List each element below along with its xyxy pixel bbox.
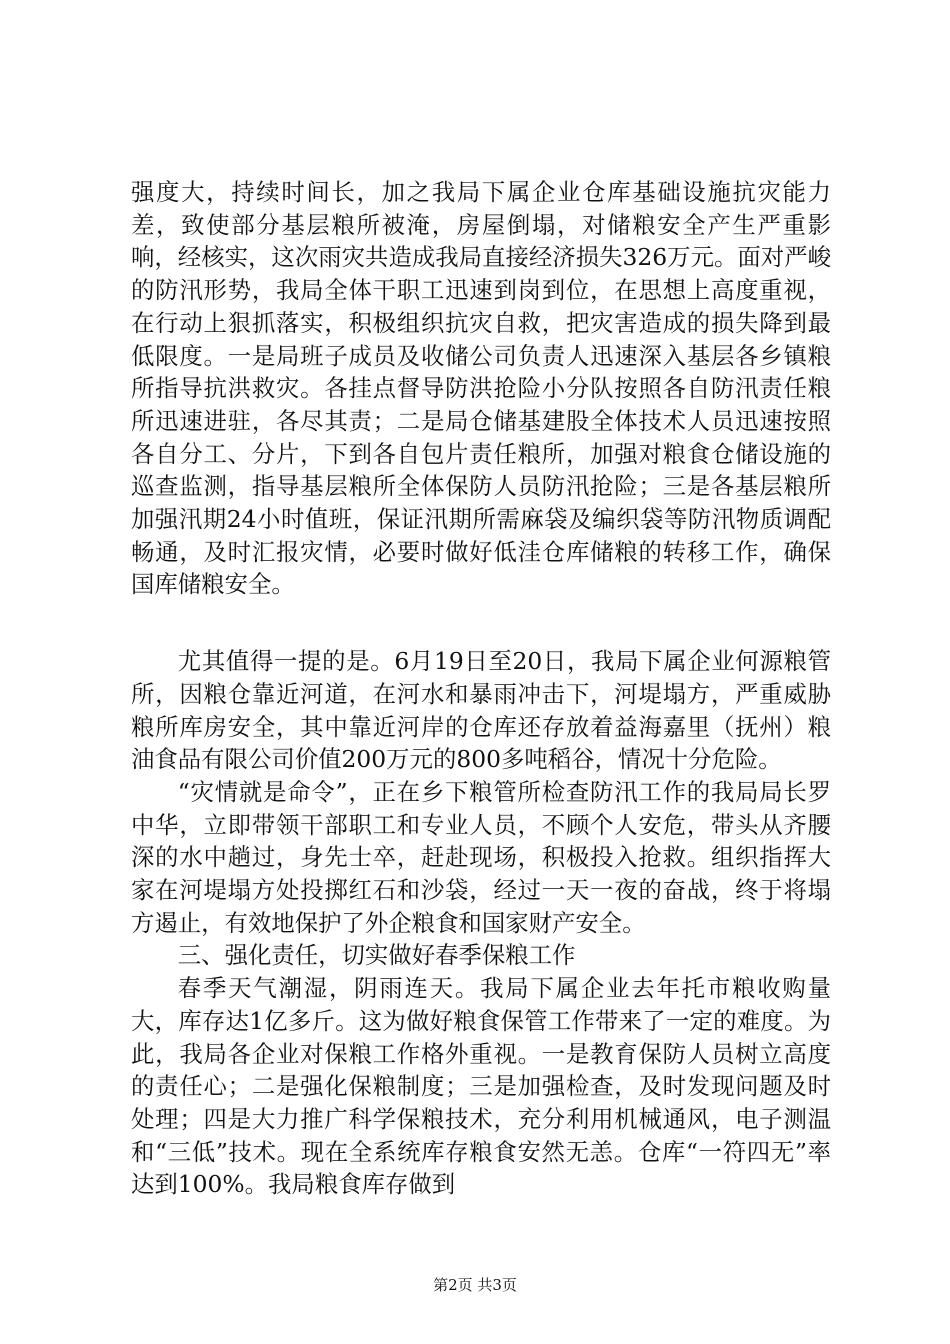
document-body — [131, 176, 831, 1201]
section-heading-spring-grain: 三、强化责任，切实做好春季保粮工作 — [177, 941, 576, 970]
paragraph-spacer — [131, 601, 831, 645]
paragraph-spring-grain: 春季天气潮湿，阴雨连天。我局下属企业去年托市粮收购量大，库存达1亿多斤。这为做好粮食保管工作带来了一定的难度。为此，我局各企业对保粮工作格外重视。一是教育保防人员树立高度的责任心；二是强化保粮制度；三是加强检查，及时发现问题及时处理；四是大力推广科学保粮技术，充分利用机械通风，电子测温和“三低”技术。现在全系统库存粮食安然无恙。仓库“一符四无”率达到100%。我局粮食库存做到 — [131, 974, 831, 1199]
paragraph-heyuan-incident: 尤其值得一提的是。6月19日至20日，我局下属企业何源粮管所，因粮仓靠近河道，在河水和暴雨冲击下，河堤塌方，严重威胁粮所库房安全，其中靠近河岸的仓库还存放着益海嘉里（抚州）粮油食品有限公司价值200万元的800多吨稻谷，情况十分危险。 — [131, 647, 831, 774]
page-footer — [0, 1275, 950, 1295]
paragraph-flood-response: 强度大，持续时间长，加之我局下属企业仓库基础设施抗灾能力差，致使部分基层粮所被淹，房屋倒塌，对储粮安全产生严重影响，经核实，这次雨灾共造成我局直接经济损失326万元。面对严峻的防汛形势，我局全体干职工迅速到岗到位，在思想上高度重视，在行动上狠抓落实，积极组织抗灾自救，把灾害造成的损失降到最低限度。一是局班子成员及收储公司负责人迅速深入基层各乡镇粮所指导抗洪救灾。各挂点督导防洪抢险小分队按照各自防汛责任粮所迅速进驻，各尽其责；二是局仓储基建股全体技术人员迅速按照各自分工、分片，下到各自包片责任粮所，加强对粮食仓储设施的巡查监测，指导基层粮所全体保防人员防汛抢险；三是各基层粮所加强汛期24小时值班，保证汛期所需麻袋及编织袋等防汛物质调配畅通，及时汇报灾情，必要时做好低洼仓库储粮的转移工作，确保国库储粮安全。 — [131, 178, 831, 599]
paragraph-director-rescue: “灾情就是命令”，正在乡下粮管所检查防汛工作的我局局长罗中华，立即带领干部职工和专业人员，不顾个人安危，带头从齐腰深的水中趟过，身先士卒，赶赴现场，积极投入抢救。组织指挥大家在河堤塌方处投掷红石和沙袋，经过一天一夜的奋战，终于将塌方遏止，有效地保护了外企粮食和国家财产安全。 — [131, 777, 831, 937]
page-number-label: 第2页 共3页 — [433, 1276, 517, 1294]
